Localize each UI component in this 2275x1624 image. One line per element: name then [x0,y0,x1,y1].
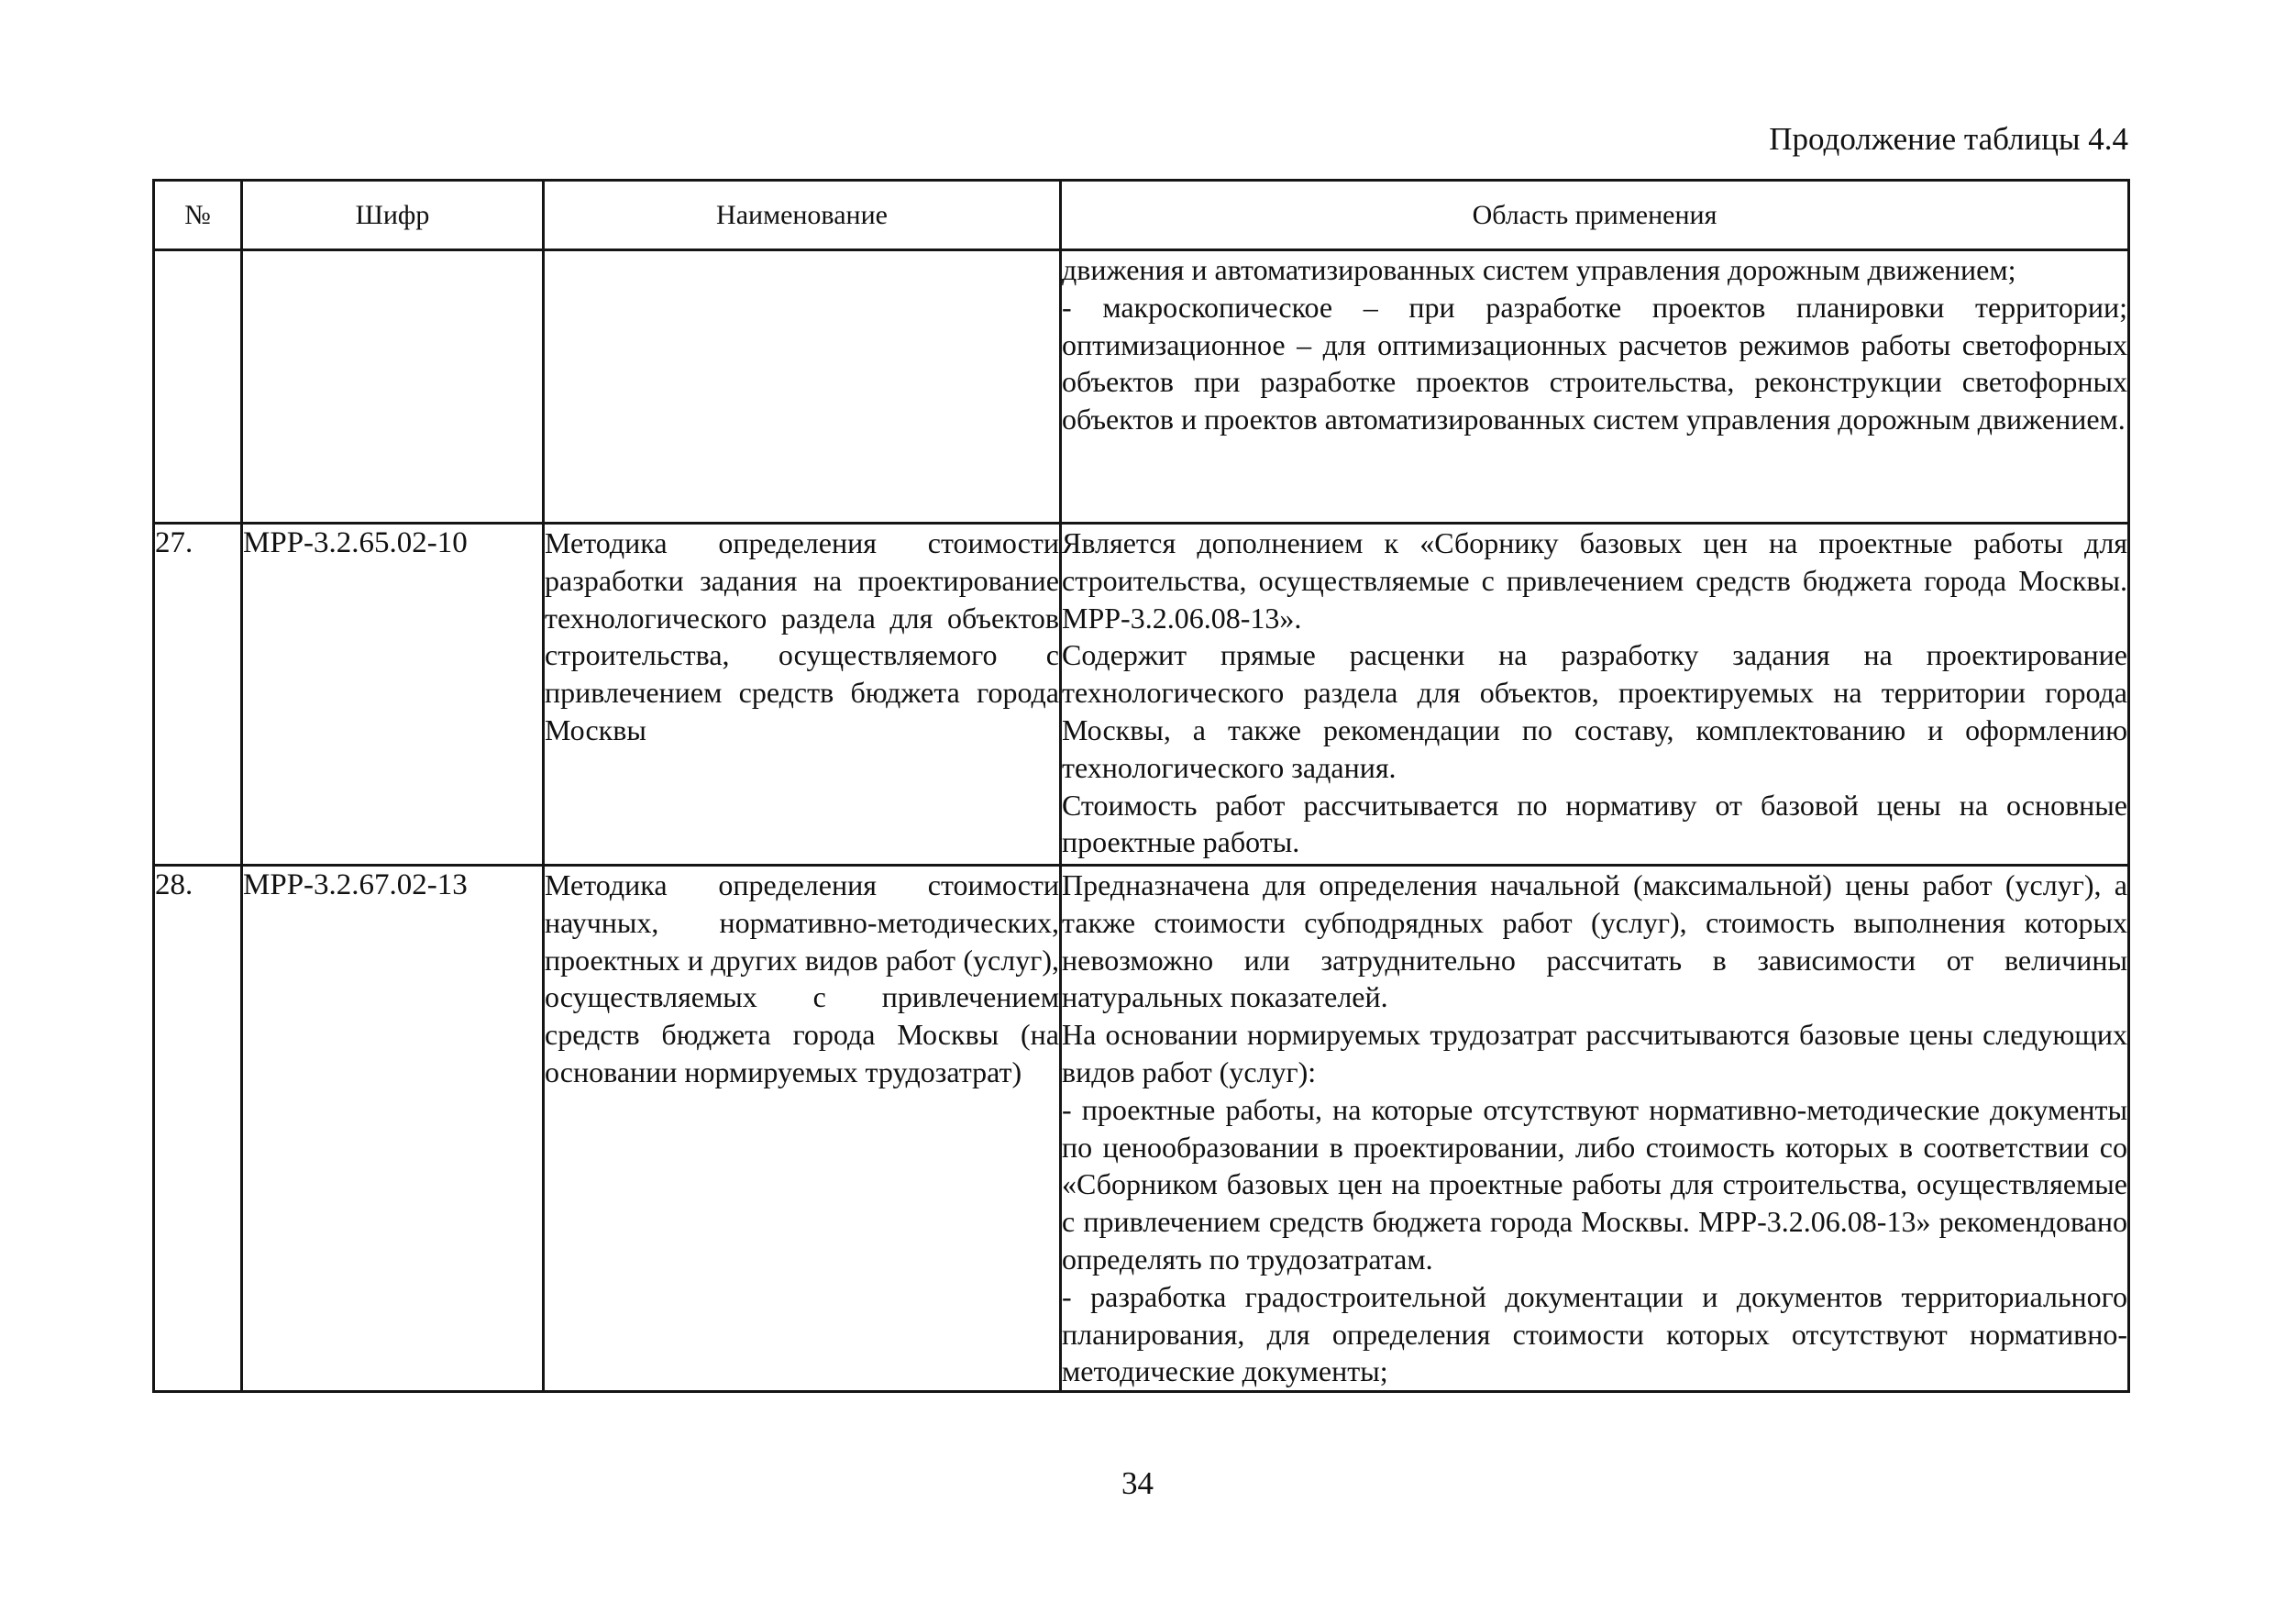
table-row [154,524,2129,866]
row-application-area [1061,866,2129,1392]
row-name: Методика определения стоимости разработки задания на проектирование технологического раздела для объектов строительства, осуществляемого с привлечением средств бюджета города Москвы [544,524,1061,866]
column-header-area: Область применения [1061,181,2129,250]
row-application-area [1061,524,2129,866]
row-number: 27. [154,524,242,866]
area-paragraph: Содержит прямые расценки на разработку задания на проектирование технологического раздела для объектов, проектируемых на территории города Москвы, а также рекомендации по составу, комплектованию и оформлению технологического задания. [1062,638,2127,784]
row-name: Методика определения стоимости научных, нормативно-методических, проектных и других видов работ (услуг), осуществляемых с привлечением средств бюджета города Москвы (на основании нормируемых трудозатрат) [544,866,1061,1392]
row-number [154,250,242,524]
table-row [154,250,2129,524]
area-paragraph: - макроскопическое – при разработке проектов планировки территории; оптимизационное – для оптимизационных расчетов режимов работы светофорных объектов при разработке проектов строительства, реконструкции светофорных объектов и проектов автоматизированных систем управления дорожным движением. [1062,290,2127,436]
column-header-code: Шифр [242,181,544,250]
area-paragraph: - разработка градостроительной документации и документов территориального планирования, для определения стоимости которых отсутствуют нормативно-методические документы; [1062,1279,2127,1388]
table-header-row [154,181,2129,250]
area-paragraph: Предназначена для определения начальной (максимальной) цены работ (услуг), а также стоимости субподрядных работ (услуг), стоимость выполнения которых невозможно или затруднительно рассчитать в зависимости от величины натуральных показателей. [1062,868,2127,1014]
area-paragraph: Стоимость работ рассчитывается по нормативу от базовой цены на основные проектные работы. [1062,788,2127,859]
row-application-area [1061,250,2129,524]
table-caption: Продолжение таблицы 4.4 [1769,121,2128,157]
column-header-number: № [154,181,242,250]
page-number: 34 [1121,1465,1154,1501]
area-paragraph: На основании нормируемых трудозатрат рассчитываются базовые цены следующих видов работ (услуг): [1062,1018,2127,1088]
area-paragraph: движения и автоматизированных систем управления дорожным движением; [1062,253,2016,286]
row-name [544,250,1061,524]
area-paragraph: Является дополнением к «Сборнику базовых цен на проектные работы для строительства, осуществляемые с привлечением средств бюджета города Москвы. МРР-3.2.06.08-13». [1062,526,2127,635]
area-paragraph: - проектные работы, на которые отсутствуют нормативно-методические документы по ценообразовании в проектировании, либо стоимость которых в соответствии со «Сборником базовых цен на проектные работы для строительства, осуществляемые с привлечением средств бюджета города Москвы. МРР-3.2.06.08-13» рекомендовано определять по трудозатратам. [1062,1092,2127,1276]
row-code: МРР-3.2.65.02-10 [242,524,544,866]
row-number: 28. [154,866,242,1392]
row-code [242,250,544,524]
column-header-name: Наименование [544,181,1061,250]
standards-table [152,179,2130,1393]
table-row [154,866,2129,1392]
row-code: МРР-3.2.67.02-13 [242,866,544,1392]
